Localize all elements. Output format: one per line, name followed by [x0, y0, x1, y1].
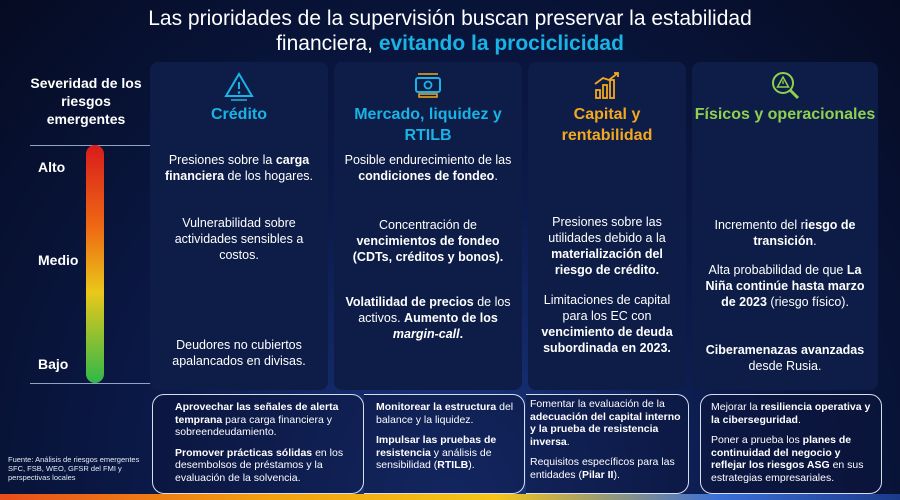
severity-medium-label: Medio: [38, 252, 79, 268]
magnifier-warning-icon: [769, 70, 801, 102]
severity-high-label: Alto: [38, 159, 66, 175]
title-line1: Las prioridades de la supervisión buscan preservar la estabilidad: [148, 7, 752, 30]
column-text: Presiones sobre las utilidades debido a la materialización del riesgo de crédito.: [548, 215, 666, 277]
column-text: Posible endurecimiento de las condiciones de fondeo.: [344, 153, 512, 183]
column-text: Incremento del riesgo de transición.: [714, 218, 856, 248]
action-box-mercado: [364, 394, 525, 494]
title-highlight: evitando la prociclicidad: [378, 32, 624, 55]
column-text: Concentración de vencimientos de fondeo (CDTs, créditos y bonos).: [352, 218, 504, 264]
column-text: Vulnerabilidad sobre actividades sensibles a costos.: [174, 216, 304, 262]
action-text: Impulsar las pruebas de resistencia y análisis de sensibilidad (RTILB).: [376, 434, 497, 471]
action-box-credito: [152, 394, 364, 494]
column-text: Presiones sobre la carga financiera de los hogares.: [164, 153, 313, 183]
action-text: Poner a prueba los planes de continuidad del negocio y reflejar los riesgos ASG en sus estrategias empresariales.: [711, 434, 864, 484]
column-heading: Físicos y operacionales: [694, 106, 876, 123]
column-heading: Mercado, liquidez y RTILB: [354, 106, 502, 144]
severity-heading: Severidad de los riesgos emergentes: [30, 75, 142, 127]
money-icon: [412, 70, 444, 102]
column-mercado: [334, 62, 522, 390]
column-text: Volatilidad de precios de los activos. Aumento de los margin-call.: [345, 295, 511, 341]
source-note: Fuente: Análisis de riesgos emergentes SFC, FSB, WEO, GFSR del FMI y perspectivas locales: [8, 455, 140, 482]
column-heading: Capital y rentabilidad: [561, 106, 653, 144]
action-text: Fomentar la evaluación de la adecuación del capital interno y la prueba de resistencia inversa.: [530, 398, 681, 448]
title-line2-text: financiera,: [276, 32, 373, 55]
severity-low-label: Bajo: [38, 356, 69, 372]
page-title: [0, 6, 900, 56]
action-text: Requisitos específicos para las entidades (Pilar II).: [530, 456, 675, 481]
severity-gradient-bar: [86, 145, 104, 383]
column-capital: [528, 62, 686, 390]
action-text: Monitorear la estructura del balance y la liquidez.: [376, 401, 514, 426]
column-text: Deudores no cubiertos apalancados en divisas.: [172, 338, 306, 368]
divider-bottom: [30, 383, 158, 384]
column-text: Limitaciones de capital para los EC con vencimiento de deuda subordinada en 2023.: [541, 293, 673, 355]
title-line2: [0, 31, 900, 56]
action-box-capital: [526, 394, 689, 494]
column-text: Ciberamenazas avanzadas desde Rusia.: [705, 343, 865, 373]
action-text: Aprovechar las señales de alerta temprana para carga financiera y sobreendeudamiento.: [175, 401, 339, 438]
action-box-fisicos: [700, 394, 882, 494]
action-text: Promover prácticas sólidas en los desembolsos de préstamos y la evaluación de la solvencia.: [175, 446, 344, 484]
bottom-color-strip: [0, 494, 900, 500]
column-credito: [150, 62, 328, 390]
column-heading: Crédito: [211, 106, 267, 123]
column-text: Alta probabilidad de que La Niña continúe hasta marzo de 2023 (riesgo físico).: [705, 263, 865, 309]
column-fisicos: [692, 62, 878, 390]
action-text: Mejorar la resiliencia operativa y la ciberseguridad.: [711, 401, 871, 426]
warning-triangle-icon: [223, 70, 255, 102]
growth-chart-icon: [591, 70, 623, 102]
